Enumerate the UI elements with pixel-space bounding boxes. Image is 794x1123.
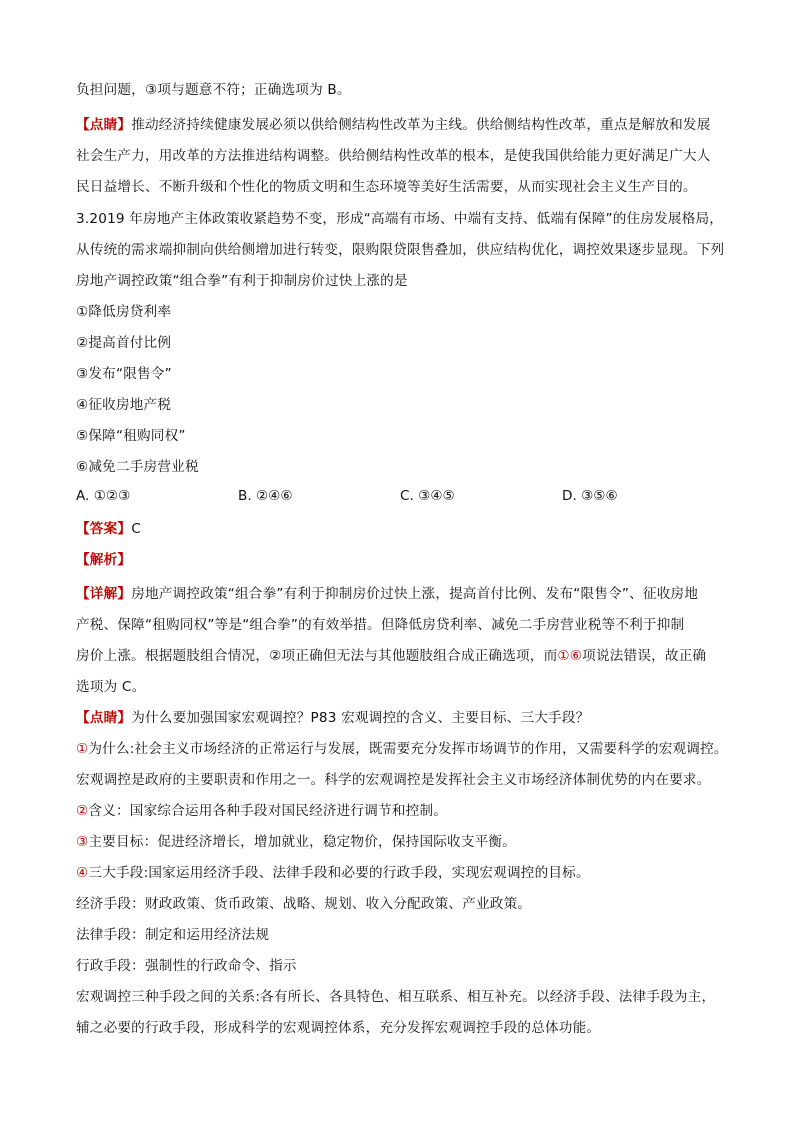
text-span: 项说法错误，故正确 [582, 648, 707, 664]
choice-item [76, 333, 171, 353]
highlight-span: ①⑥ [557, 648, 583, 664]
text-span: 法律手段：制定和运用经济法规 [76, 927, 270, 943]
text-span: ①降低房贷利率 [76, 304, 172, 320]
text-line [76, 987, 715, 1007]
text-line [76, 146, 711, 166]
answer-line [76, 519, 141, 539]
text-line [76, 177, 697, 197]
text-span: 选项为 C。 [76, 679, 146, 695]
answer-tag: 【答案】 [76, 521, 132, 537]
text-line [76, 801, 447, 821]
text-line [76, 894, 531, 914]
text-span: 社会生产力，用改革的方法推进结构调整。供给侧结构性改革的根本，是使我国供给能力更好满足广大人 [76, 148, 711, 164]
text-line [76, 925, 269, 945]
text-span: 产税、保障“租购同权”等是“组合拳”的有效举措。但降低房贷利率、减免二手房营业税等不利于抑制 [76, 617, 685, 633]
text-span: 房价上涨。根据题肢组合情况，②项正确但无法与其他题肢组合成正确选项，而 [76, 648, 558, 664]
text-line [76, 770, 711, 790]
choice-item [76, 364, 172, 384]
choice-item [76, 457, 199, 477]
option-c: C. ③④⑤ [400, 488, 455, 504]
text-line [76, 832, 516, 852]
text-line [76, 80, 351, 100]
detail-line [76, 584, 698, 604]
option-a: A. ①②③ [76, 488, 131, 504]
text-line [76, 739, 728, 759]
text-line [76, 271, 408, 291]
tip-tag: 【点睛】 [76, 117, 132, 133]
text-line [76, 956, 297, 976]
choice-item [76, 426, 186, 446]
text-span: 为什么:社会主义市场经济的正常运行与发展，既需要充分发挥市场调节的作用，又需要科学的宏观调控。 [88, 741, 728, 757]
number-marker: ① [76, 741, 89, 757]
option-d: D. ③⑤⑥ [562, 488, 618, 504]
answer-value: C [131, 521, 141, 537]
text-span: 推动经济持续健康发展必须以供给侧结构性改革为主线。供给侧结构性改革，重点是解放和发展 [131, 117, 711, 133]
option-b: B. ②④⑥ [238, 488, 293, 504]
choice-item [76, 302, 171, 322]
tip-line [76, 708, 589, 728]
text-span: ⑥减免二手房营业税 [76, 459, 199, 475]
number-marker: ③ [76, 834, 89, 850]
analysis-tag: 【解析】 [76, 552, 132, 568]
text-line [76, 863, 590, 883]
choice-item [76, 395, 171, 415]
question-stem [76, 209, 723, 229]
text-span: 主要目标：促进经济增长，增加就业，稳定物价，保持国际收支平衡。 [88, 834, 516, 850]
text-span: 含义：国家综合运用各种手段对国民经济进行调节和控制。 [88, 803, 448, 819]
text-span: ②提高首付比例 [76, 335, 172, 351]
tip-tag: 【点睛】 [76, 710, 132, 726]
text-span: 3.2019 年房地产主体政策收紧趋势不变，形成“高端有市场、中端有支持、低端有保障”的住房发展格局， [76, 211, 724, 227]
text-line [76, 1018, 600, 1038]
text-span: 从传统的需求端抑制向供给侧增加进行转变，限购限贷限售叠加，供应结构优化，调控效果逐步显现。下列 [76, 242, 725, 258]
text-span: ③发布“限售令” [76, 366, 172, 382]
text-span: 三大手段:国家运用经济手段、法律手段和必要的行政手段，实现宏观调控的目标。 [88, 865, 590, 881]
text-span: 负担问题，③项与题意不符；正确选项为 B。 [76, 82, 351, 98]
text-span: 宏观调控是政府的主要职责和作用之一。科学的宏观调控是发挥社会主义市场经济体制优势的内在要求。 [76, 772, 711, 788]
number-marker: ② [76, 803, 89, 819]
number-marker: ④ [76, 865, 89, 881]
text-span: 房地产调控政策“组合拳”有利于抑制房价过快上涨的是 [76, 273, 408, 289]
text-line [76, 646, 706, 666]
text-span: 经济手段：财政政策、货币政策、战略、规划、收入分配政策、产业政策。 [76, 896, 532, 912]
analysis-line [76, 550, 131, 570]
text-line [76, 240, 724, 260]
text-line [76, 615, 684, 635]
text-span: ⑤保障“租购同权” [76, 428, 186, 444]
text-span: 民日益增长、不断升级和个性化的物质文明和生态环境等美好生活需要，从而实现社会主义生产目的。 [76, 179, 697, 195]
text-span: 行政手段：强制性的行政命令、指示 [76, 958, 297, 974]
text-span: 房地产调控政策“组合拳”有利于抑制房价过快上涨，提高首付比例、发布“限售令”、征收房地 [131, 586, 699, 602]
text-span: ④征收房地产税 [76, 397, 172, 413]
text-line [76, 677, 145, 697]
tip-line [76, 115, 711, 135]
detail-tag: 【详解】 [76, 586, 132, 602]
text-span: 宏观调控三种手段之间的关系:各有所长、各具特色、相互联系、相互补充。以经济手段、法律手段为主， [76, 989, 716, 1005]
text-span: 为什么要加强国家宏观调控？P83 宏观调控的含义、主要目标、三大手段？ [131, 710, 590, 726]
text-span: 辅之必要的行政手段，形成科学的宏观调控体系，充分发挥宏观调控手段的总体功能。 [76, 1020, 601, 1036]
